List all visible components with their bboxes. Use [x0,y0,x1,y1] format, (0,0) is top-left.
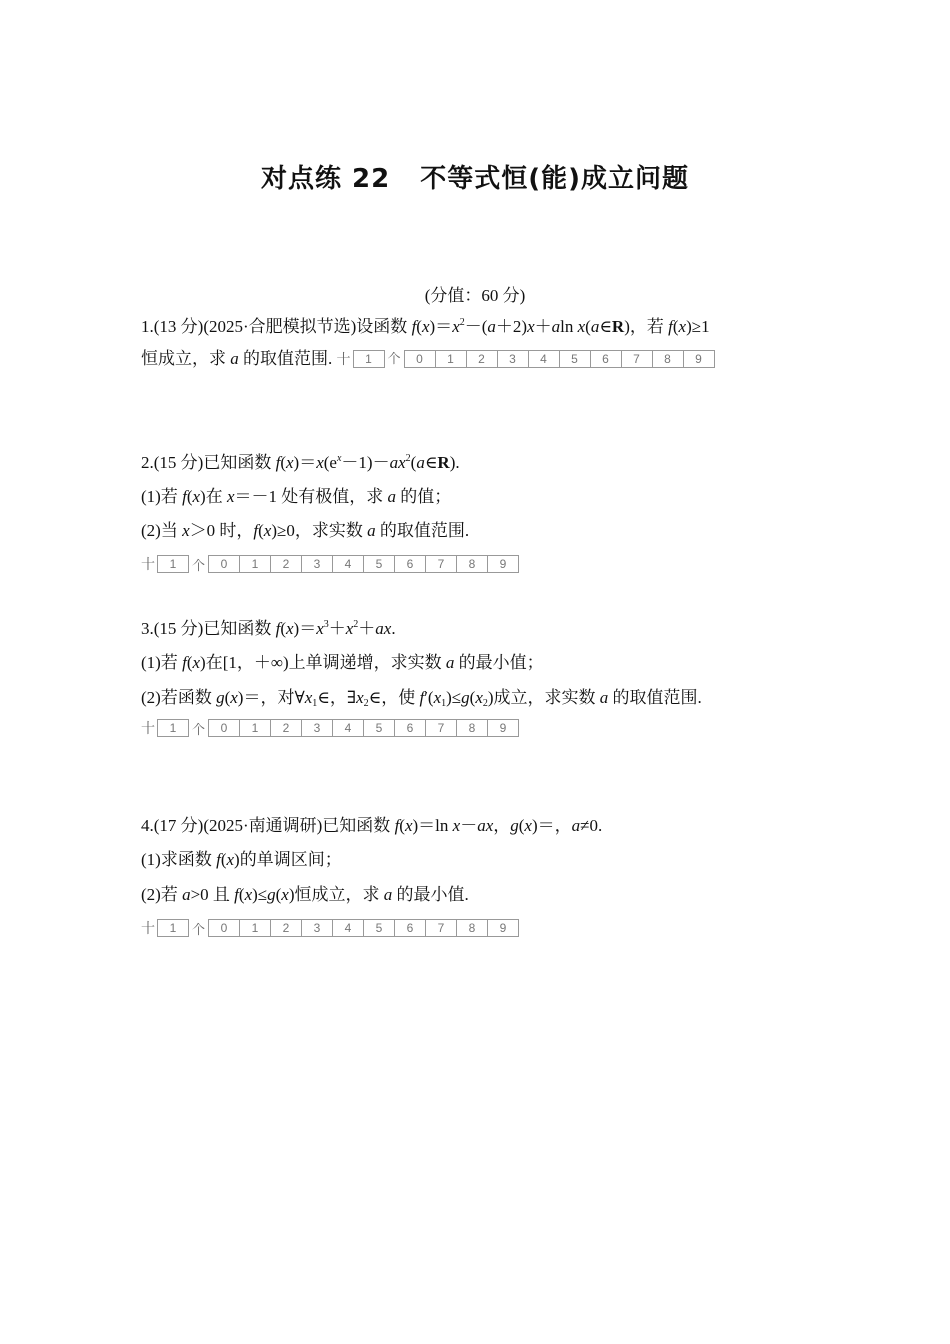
q1-line2: 恒成立，求 a 的取值范围. 十 1 个 0 1 2 3 4 5 6 7 8 9 [141,348,715,370]
q2-part2: (2)当 x＞0 时，f(x)≥0，求实数 a 的取值范围. [141,521,470,540]
q1-tally-counter[interactable]: 十 1 个 0 1 2 3 4 5 6 7 8 9 [337,348,715,370]
q2-line1: 2.(15 分)已知函数 $f(x)=x(e^x-1)-ax^2(a\in R)$. [141,453,460,472]
q3-part1: (1)若 f(x)在[1，＋∞)上单调递增，求实数 a 的最小值； [141,653,544,672]
q2-tally-counter[interactable]: 十 1 个 0 1 2 3 4 5 6 7 8 9 [141,554,519,574]
total-score: (分值：60 分) [424,286,526,305]
q4-part1: (1)求函数 f(x)的单调区间； [141,850,342,869]
q3-tally-counter[interactable]: 十 1 个 0 1 2 3 4 5 6 7 8 9 [141,718,519,738]
page-title: 对点练 22 不等式恒(能)成立问题 [260,164,689,194]
q4-line1: 4.(17 分)(2025·南通调研)已知函数 f(x)＝ln x－ax，g(x)＝，a≠0. [141,816,603,835]
q2-part1: (1)若 f(x)在 x＝－1 处有极值，求 a 的值； [141,487,452,506]
q4-part2: (2)若 a>0 且 f(x)≤g(x)恒成立，求 a 的最小值. [141,885,469,904]
q3-line1: 3.(15 分)已知函数 $f(x)=x^3+x^2+ax$. [141,619,396,638]
q1-line1: 1.(13 分)(2025·合肥模拟节选)设函数 $f(x)=x^2-(a+2)x+aln$ x(a∈R)，若 f(x)≥1 [141,317,710,336]
q3-part2: (2)若函数 g(x)＝，对$\forall x_1\in$，$\exists x_2\in$，使 $f'(x_1)\le g(x_2)$成立，求实数 a 的取值范围. [141,688,702,709]
q4-tally-counter[interactable]: 十 1 个 0 1 2 3 4 5 6 7 8 9 [141,918,519,938]
